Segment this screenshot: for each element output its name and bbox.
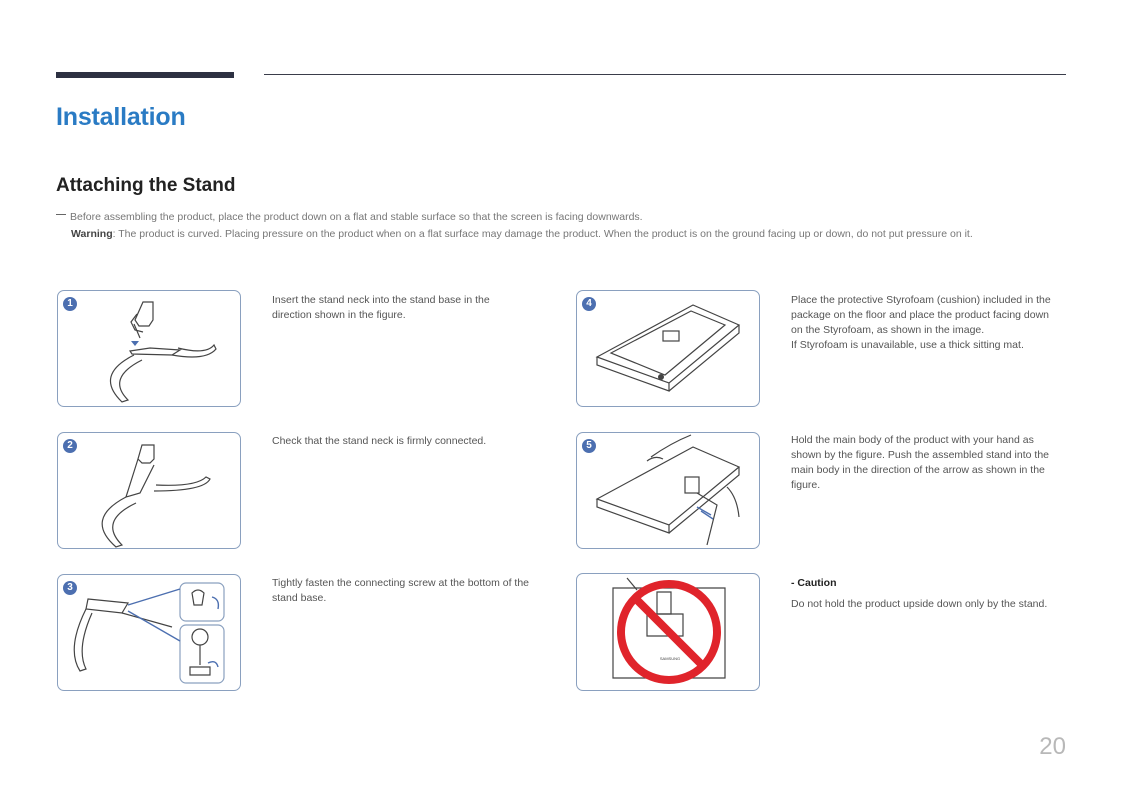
step-1-text: Insert the stand neck into the stand base in the direction shown in the figure. <box>272 294 490 321</box>
warning-note <box>71 228 973 240</box>
note-dash-icon <box>56 214 66 215</box>
step-2-figure <box>57 432 241 549</box>
step-4-figure <box>576 290 760 407</box>
step-2-badge: 2 <box>63 439 77 453</box>
step-3-badge: 3 <box>63 581 77 595</box>
step-5-figure <box>576 432 760 549</box>
header-thick-bar <box>56 72 234 78</box>
step-1-badge: 1 <box>63 297 77 311</box>
styrofoam-illustration <box>577 291 760 407</box>
caution-block <box>791 576 1051 612</box>
step-5-badge: 5 <box>582 439 596 453</box>
step-2-text: Check that the stand neck is firmly connected. <box>272 435 487 447</box>
warning-label: Warning <box>71 228 113 240</box>
caution-text: Do not hold the product upside down only by the stand. <box>791 598 1048 610</box>
caution-figure <box>576 573 760 691</box>
stand-connected-illustration <box>58 433 241 549</box>
note-text: Before assembling the product, place the product down on a flat and stable surface so that the screen is facing downwards. <box>70 211 643 223</box>
caution-title: - Caution <box>791 577 837 589</box>
header-thin-rule <box>264 74 1066 75</box>
stand-neck-insert-illustration <box>58 291 241 407</box>
section-title: Installation <box>56 103 186 131</box>
page-title: Attaching the Stand <box>56 175 236 196</box>
page-number: 20 <box>1039 733 1066 760</box>
step-4-text-line-1: Place the protective Styrofoam (cushion) included in the package on the floor and place the product facing down on the Styrofoam, as shown in the image. <box>791 294 1051 336</box>
prohibited-icon <box>577 574 760 691</box>
step-4-text-line-2: If Styrofoam is unavailable, use a thick sitting mat. <box>791 339 1024 351</box>
warning-text: : The product is curved. Placing pressure on the product when on a flat surface may damage the product. When the product is on the ground facing up or down, do not put pressure on it. <box>112 228 973 240</box>
caution-brand-label: SAMSUNG <box>659 656 681 661</box>
push-stand-illustration <box>577 433 760 549</box>
step-4-badge: 4 <box>582 297 596 311</box>
note <box>56 211 643 223</box>
step-3-text: Tightly fasten the connecting screw at the bottom of the stand base. <box>272 577 530 604</box>
step-3-figure <box>57 574 241 691</box>
screw-fasten-illustration <box>58 575 241 691</box>
step-1-figure <box>57 290 241 407</box>
step-5-text: Hold the main body of the product with your hand as shown by the figure. Push the assembled stand into the main body in the direction of the arrow as shown in the figure. <box>791 434 1049 491</box>
step-4-text <box>791 293 1051 353</box>
